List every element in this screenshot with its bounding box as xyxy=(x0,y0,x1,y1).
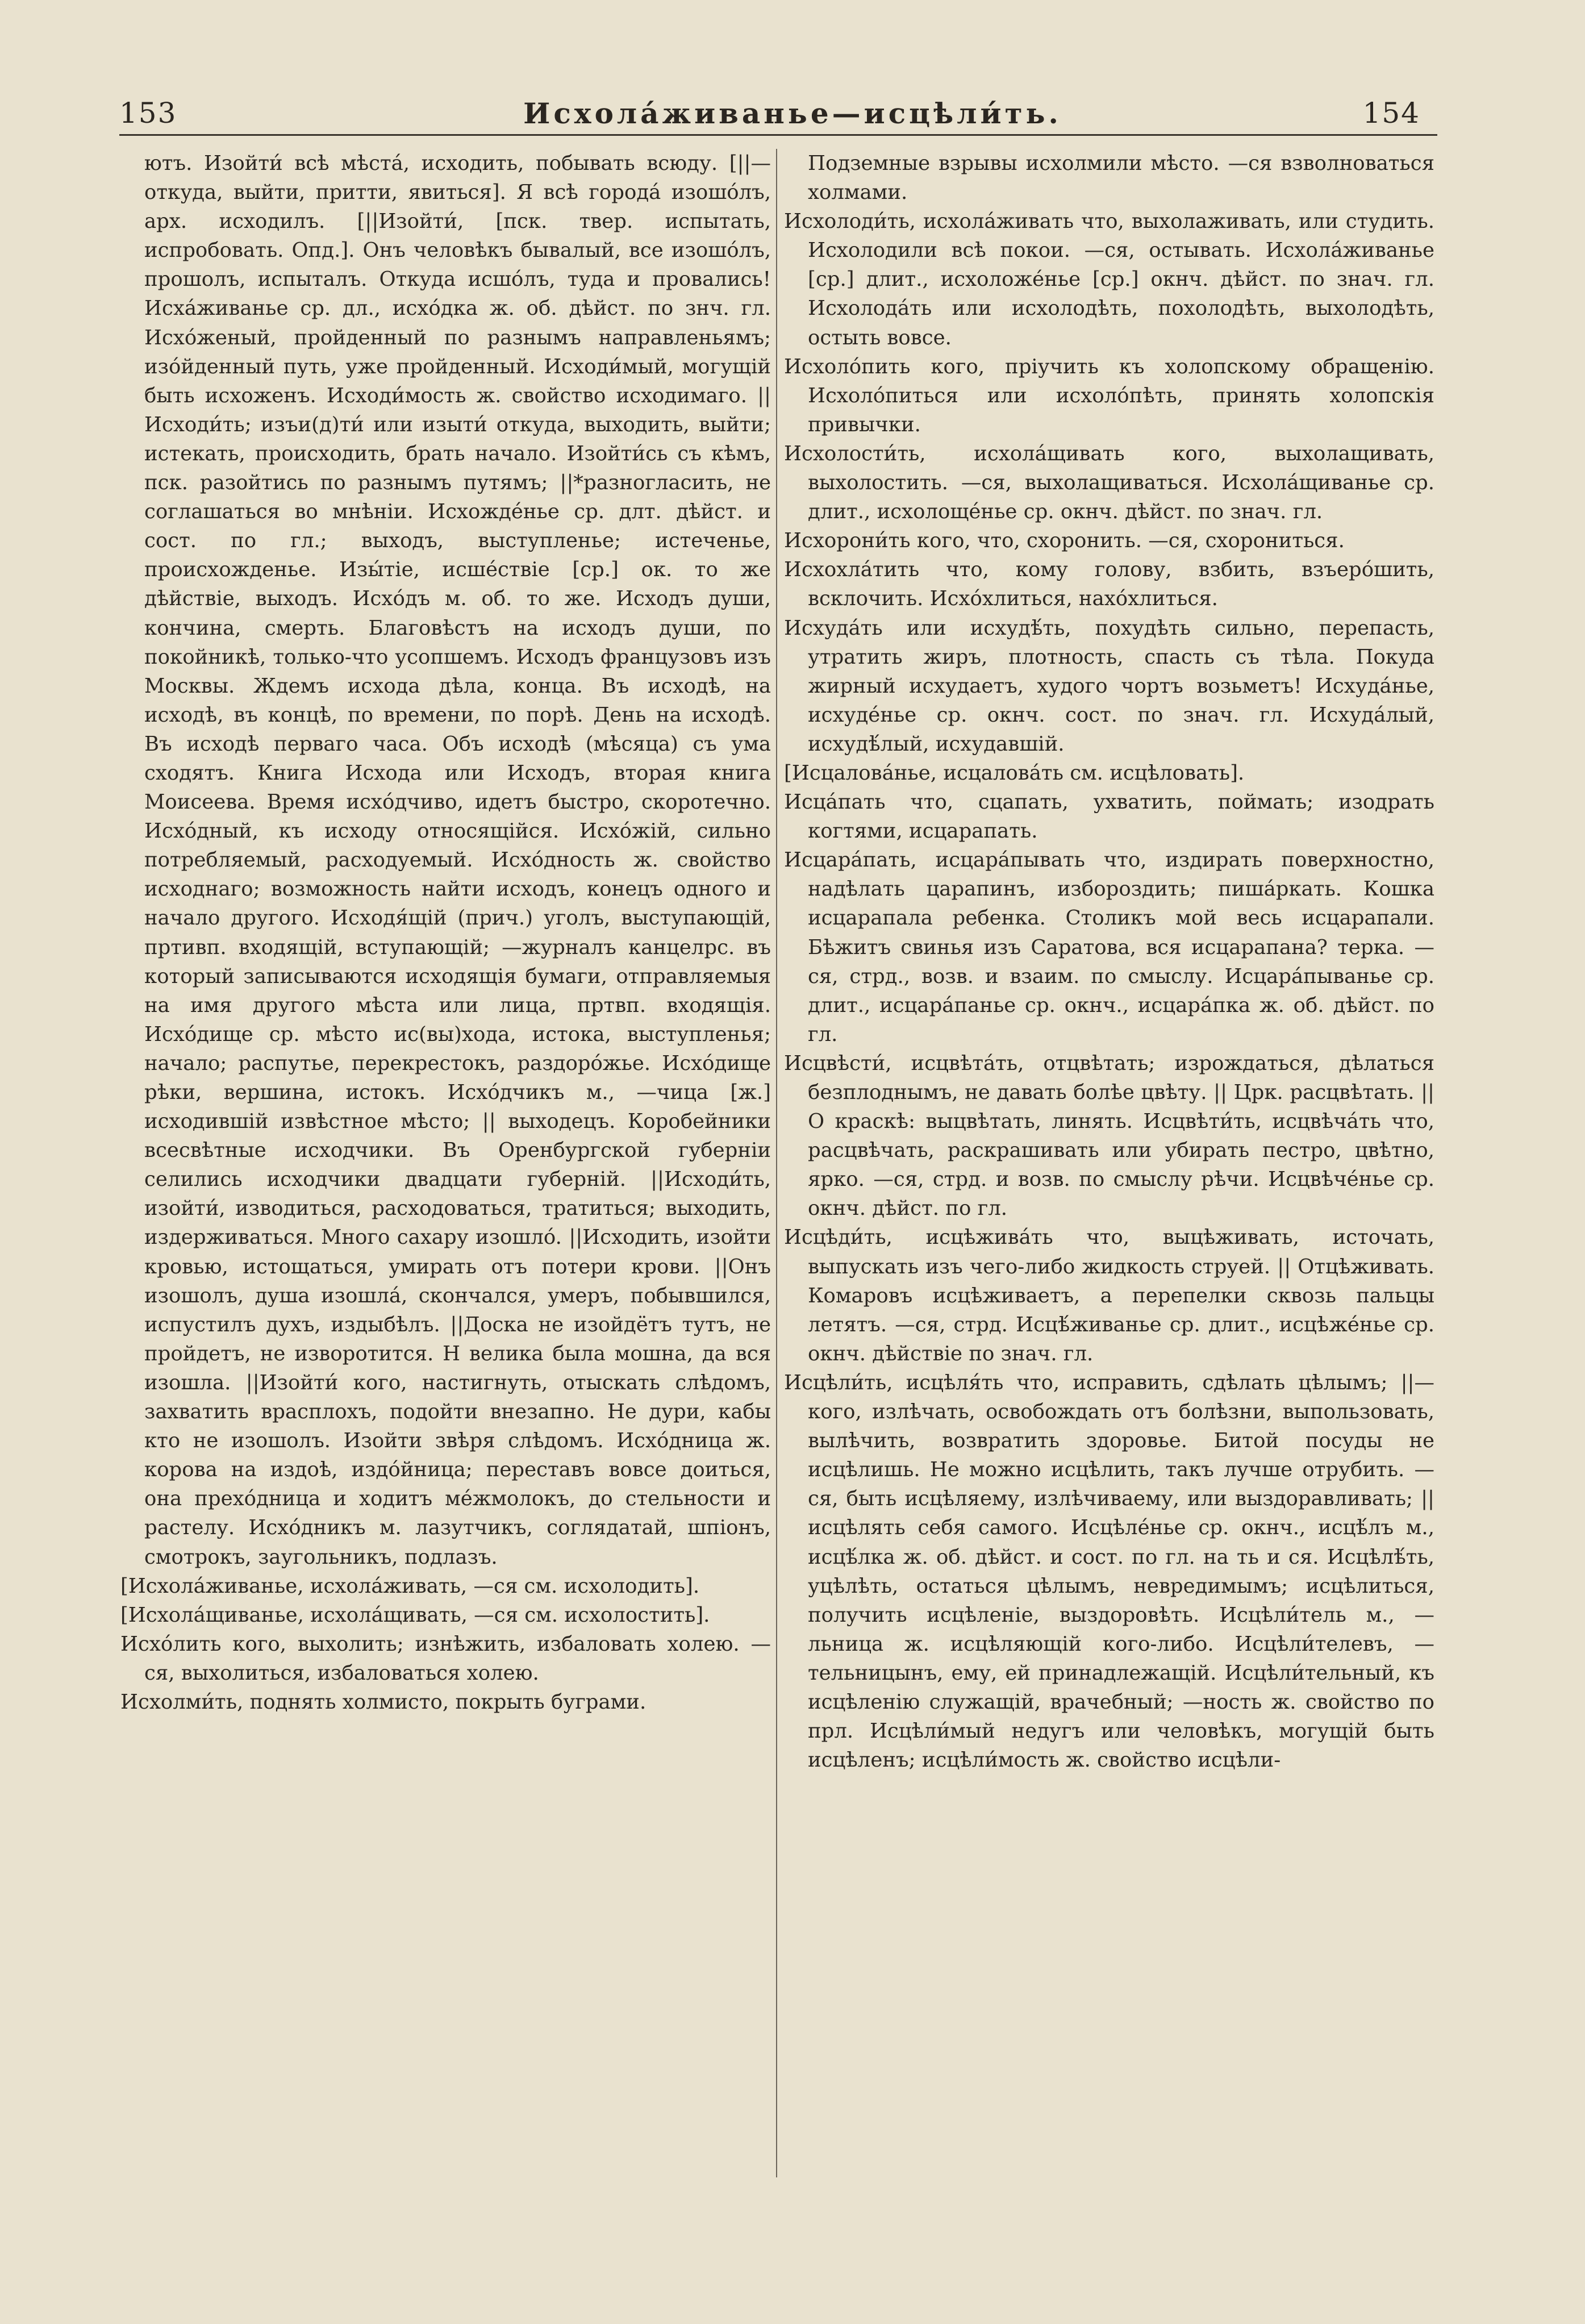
dictionary-entry: Исцѣди́ть, исцѣжива́ть что, выцѣживать, источать, выпускать изъ чего-либо жидкость струей. || Отцѣживать. Комаровъ исцѣживаетъ, а перепелки сквозь пальцы летятъ. —ся, стрд. Исцѣ́живанье ср. длит., исцѣжéнье ср. окнч. дѣйствіе по знач. гл. xyxy=(784,1226,1434,1365)
dictionary-entry: [Исхола́живанье, исхола́живать, —ся см. исхолодить]. xyxy=(120,1574,700,1598)
dictionary-entry: Исцѣли́ть, исцѣля́ть что, исправить, сдѣлать цѣлымъ; ||—кого, излѣчать, освобождать отъ болѣзни, выпользовать, вылѣчить, возвратить здоровье. Битой посуды не исцѣлишь. Не можно исцѣлить, такъ лучше отрубить. —ся, быть исцѣляему, излѣчиваему, или выздоравливать; || исцѣлять себя самого. Исцѣлéнье ср. окнч., исцѣ́лъ м., исцѣ́лка ж. об. дѣйст. и сост. по гл. на ть и ся. Исцѣлѣ́ть, уцѣлѣть, остаться цѣлымъ, невредимымъ; исцѣлиться, получить исцѣленіе, выздоровѣть. Исцѣли́тель м., —льница ж. исцѣляющій кого-либо. Исцѣли́телевъ, —тельницынъ, ему, ей принадлежащій. Исцѣли́тельный, къ исцѣленію служащій, врачебный; —ность ж. свойство по прл. Исцѣли́мый недугъ или человѣкъ, могущій быть исцѣленъ; исцѣли́мость ж. свойство исцѣли- xyxy=(784,1371,1434,1772)
dictionary-entry: Исхуда́ть или исхудѣ́ть, похудѣть сильно, перепасть, утратить жиръ, плотность, спасть съ тѣла. Покуда жирный исхудаетъ, худого чортъ возьметъ! Исхуда́нье, исхудéнье ср. окнч. сост. по знач. гл. Исхуда́лый, исхудѣ́лый, исхудавшій. xyxy=(784,616,1434,756)
dictionary-entry: [Исхола́щиванье, исхола́щивать, —ся см. исхолостить]. xyxy=(120,1603,710,1627)
page-running-title: Исхола́живанье—исцѣли́ть. xyxy=(523,97,1062,130)
dictionary-entry: Исхохла́тить что, кому голову, взбить, взъерóшить, всклочить. Исхóхлиться, нахóхлиться. xyxy=(784,558,1434,611)
right-column xyxy=(784,149,1434,1775)
dictionary-entry: Исца́пать что, сцапать, ухватить, поймать; изодрать когтями, исцарапать. xyxy=(784,790,1434,843)
dictionary-entry: Исхорони́ть кого, что, схоронить. —ся, схорониться. xyxy=(784,529,1345,553)
header-rule xyxy=(119,134,1437,136)
dictionary-entry: Исхолости́ть, исхола́щивать кого, выхолащивать, выхолостить. —ся, выхолащиваться. Исхола́щиванье ср. длит., исхолощéнье ср. окнч. дѣйст. по знач. гл. xyxy=(784,442,1434,524)
entry-continued: Подземные взрывы исхолмили мѣсто. —ся взволноваться холмами. xyxy=(808,152,1434,205)
dictionary-entry: Исцвѣсти́, исцвѣта́ть, отцвѣтать; изрождаться, дѣлаться безплоднымъ, не давать болѣе цвѣту. || Црк. расцвѣтать. ||О краскѣ: выцвѣтать, линять. Исцвѣти́ть, исцвѣча́ть что, расцвѣчать, раскрашивать или убирать пестро, цвѣтно, ярко. —ся, стрд. и возв. по смыслу рѣчи. Исцвѣчéнье ср. окнч. дѣйст. по гл. xyxy=(784,1051,1434,1221)
dictionary-entry: [Исцалова́нье, исцалова́ть см. исцѣловать]. xyxy=(784,761,1245,785)
dictionary-entry: Исхолоди́ть, исхола́живать что, выхолаживать, или студить. Исхолодили всѣ покои. —ся, остывать. Исхола́живанье [ср.] длит., исхоложéнье [ср.] окнч. дѣйст. по знач. гл. Исхолодáть или исхолодѣть, похолодѣть, выхолодѣть, остыть вовсе. xyxy=(784,210,1434,349)
dictionary-entry: Исцара́пать, исцара́пывать что, издирать поверхностно, надѣлать царапинъ, избороздить; пишáркать. Кошка исцарапала ребенка. Столикъ мой весь исцарапали. Бѣжитъ свинья изъ Саратова, вся исцарапана? терка. —ся, стрд., возв. и взаим. по смыслу. Исцара́пыванье ср. длит., исцара́панье ср. окнч., исцара́пка ж. об. дѣйст. по гл. xyxy=(784,848,1434,1046)
dictionary-entry: Исхóлить кого, выхолить; изнѣжить, избаловать холею. —ся, выхолиться, избаловаться холею. xyxy=(120,1632,771,1685)
column-divider xyxy=(776,149,777,2177)
dictionary-entry: Исхолми́ть, поднять холмисто, покрыть буграми. xyxy=(120,1690,646,1714)
entry-continued: ютъ. Изойти́ всѣ мѣста́, исходить, побывать всюду. [||—откуда, выйти, притти, явиться]. Я всѣ городá изошóлъ, арх. исходилъ. [||Изойти́, [пск. твер. испытать, испробовать. Опд.]. Онъ человѣкъ бывалый, все изошóлъ, прошолъ, испыталъ. Откуда исшóлъ, туда и провались! Исха́живанье ср. дл., исхóдка ж. об. дѣйст. по знч. гл. Исхóженый, пройденный по разнымъ направленьямъ; изóйденный путь, уже пройденный. Исходи́мый, могущій быть исхоженъ. Исходи́мость ж. свойство исходимаго. ||Исходи́ть; изъи(д)ти́ или изыти́ откуда, выходить, выйти; истекать, происходить, брать начало. Изойти́сь съ кѣмъ, пск. разойтись по разнымъ путямъ; ||*разногласить, не соглашаться во мнѣніи. Исхожде́нье ср. длт. дѣйст. и сост. по гл.; выходъ, выступленье; истеченье, происхожденье. Изы́тіе, исше́ствіе [ср.] ок. то же дѣйствіе, выходъ. Исхóдъ м. об. то же. Исходъ души, кончина, смерть. Благовѣстъ на исходъ души, по покойникѣ, только-что усопшемъ. Исходъ французовъ изъ Москвы. Ждемъ исхода дѣла, конца. Въ исходѣ, на исходѣ, въ концѣ, по времени, по порѣ. День на исходѣ. Въ исходѣ перваго часа. Объ исходѣ (мѣсяца) съ ума сходятъ. Книга Исхода или Исходъ, вторая книга Моисеева. Время исхóдчиво, идетъ быстро, скоротечно. Исхóдный, къ исходу относящійся. Исхóжій, сильно потребляемый, расходуемый. Исхóдность ж. свойство исходнаго; возможность найти исходъ, конецъ одного и начало другого. Исходя́щій (прич.) уголъ, выступающій, пртивп. входящій, вступающій; —журналъ канцелрс. въ который записываются исходящія бумаги, отправляемыя на имя другого мѣста или лица, пртвп. входящія. Исхóдище ср. мѣсто ис(вы)хода, истока, выступленья; начало; распутье, перекрестокъ, раздорóжье. Исхóдище рѣки, вершина, истокъ. Исхóдчикъ м., —чица [ж.] исходившій извѣстное мѣсто; || выходецъ. Коробейники всесвѣтные исходчики. Въ Оренбургской губерніи селились исходчики двадцати губерній. ||Исходи́ть, изойти́, изводиться, расходоваться, тратиться; выходить, издерживаться. Много сахару изошлó. ||Исходить, изойти кровью, истощаться, умирать отъ потери крови. ||Онъ изошолъ, душа изошла́, скончался, умеръ, побывшился, испустилъ духъ, издыбѣлъ. ||Доска не изойдётъ тутъ, не пройдетъ, не извоpотится. Н велика была мошна, да вся изошла. ||Изойти́ кого, настигнуть, отыскать слѣдомъ, захватить врасплохъ, подойти внезапно. Не дури, кабы кто не изошолъ. Изойти звѣря слѣдомъ. Исхóдница ж. корова на издоѣ, издóйница; переставъ вовсе доиться, она прехóдница и ходитъ мéжмолокъ, до стельности и растелу. Исхóдникъ м. лазутчикъ, соглядатай, шпіонъ, смотрокъ, заугольникъ, подлазъ. xyxy=(144,152,771,1569)
left-page-number: 153 xyxy=(119,97,177,130)
right-page-number: 154 xyxy=(1362,97,1420,130)
dictionary-entry: Исхолóпить кого, пріучить къ холопскому обращенію. Исхолóпиться или исхолóпѣть, принять холопскія привычки. xyxy=(784,355,1434,436)
left-column xyxy=(120,149,771,1717)
